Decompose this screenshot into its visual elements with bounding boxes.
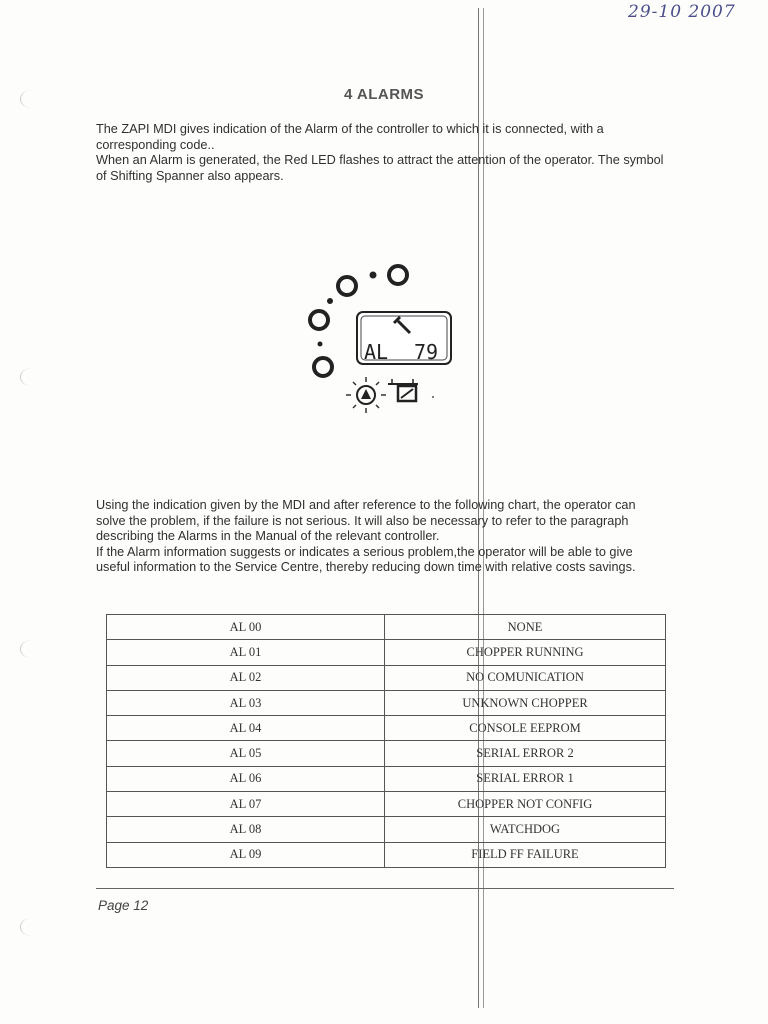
- alarm-code-cell: AL 04: [107, 716, 385, 741]
- alarm-code-cell: AL 01: [107, 640, 385, 665]
- alarm-description-cell: UNKNOWN CHOPPER: [385, 690, 666, 715]
- lcd-code-value: 79: [414, 340, 439, 364]
- led-indicator-icon: [338, 277, 356, 295]
- alarm-code-cell: AL 09: [107, 842, 385, 867]
- alarm-description-cell: SERIAL ERROR 2: [385, 741, 666, 766]
- alarm-code-table: [106, 614, 666, 868]
- alarm-description-cell: NONE: [385, 615, 666, 640]
- flashing-alarm-led-icon: [346, 377, 386, 413]
- led-indicator-icon: [310, 311, 328, 329]
- binder-hole-mark: [20, 640, 43, 658]
- table-row: [107, 665, 666, 690]
- table-row: [107, 640, 666, 665]
- table-row: [107, 792, 666, 817]
- section-heading: 4 ALARMS: [343, 86, 425, 103]
- alarm-code-cell: AL 03: [107, 690, 385, 715]
- mdi-display-illustration: [300, 255, 460, 425]
- alarm-description-cell: CONSOLE EEPROM: [385, 716, 666, 741]
- alarm-code-cell: AL 06: [107, 766, 385, 791]
- alarm-description-cell: CHOPPER NOT CONFIG: [385, 792, 666, 817]
- table-row: [107, 766, 666, 791]
- handwritten-date: 29-10 2007: [628, 2, 736, 22]
- footer-divider: [96, 888, 674, 889]
- alarm-description-cell: SERIAL ERROR 1: [385, 766, 666, 791]
- alarm-code-cell: AL 05: [107, 741, 385, 766]
- instructions-text: [96, 498, 666, 576]
- table-row: [107, 615, 666, 640]
- alarm-code-cell: AL 07: [107, 792, 385, 817]
- instructions-paragraph-2: If the Alarm information suggests or indicates a serious problem,the operator will be able to give useful information to the Service Centre, thereby reducing down time with relative costs savings.: [96, 544, 636, 574]
- table-row: [107, 716, 666, 741]
- alarm-code-cell: AL 00: [107, 615, 385, 640]
- alarm-code-cell: AL 08: [107, 817, 385, 842]
- alarm-description-cell: WATCHDOG: [385, 817, 666, 842]
- alarm-code-cell: AL 02: [107, 665, 385, 690]
- table-row: [107, 741, 666, 766]
- alarm-description-cell: FIELD FF FAILURE: [385, 842, 666, 867]
- alarm-description-cell: CHOPPER RUNNING: [385, 640, 666, 665]
- alarm-description-cell: NO COMUNICATION: [385, 665, 666, 690]
- binder-hole-mark: [20, 368, 43, 386]
- table-row: [107, 690, 666, 715]
- page-number: Page 12: [98, 898, 149, 913]
- led-indicator-icon: [314, 358, 332, 376]
- intro-text: [96, 122, 676, 184]
- intro-paragraph-1: The ZAPI MDI gives indication of the Alarm of the controller to which it is connected, with a corresponding code..: [96, 122, 604, 152]
- led-indicator-icon: [389, 266, 407, 284]
- lcd-code-prefix: AL: [364, 340, 389, 364]
- binder-hole-mark: [20, 918, 43, 936]
- battery-icon: [388, 379, 418, 401]
- intro-paragraph-2: When an Alarm is generated, the Red LED flashes to attract the attention of the operator. The symbol of Shifting Spanner also appears.: [96, 153, 664, 183]
- table-row: [107, 817, 666, 842]
- table-row: [107, 842, 666, 867]
- instructions-paragraph-1: Using the indication given by the MDI and after reference to the following chart, the operator can solve the problem, if the failure is not serious. It will also be necessary to refer to the paragraph describing the Alarms in the Manual of the relevant controller.: [96, 498, 636, 543]
